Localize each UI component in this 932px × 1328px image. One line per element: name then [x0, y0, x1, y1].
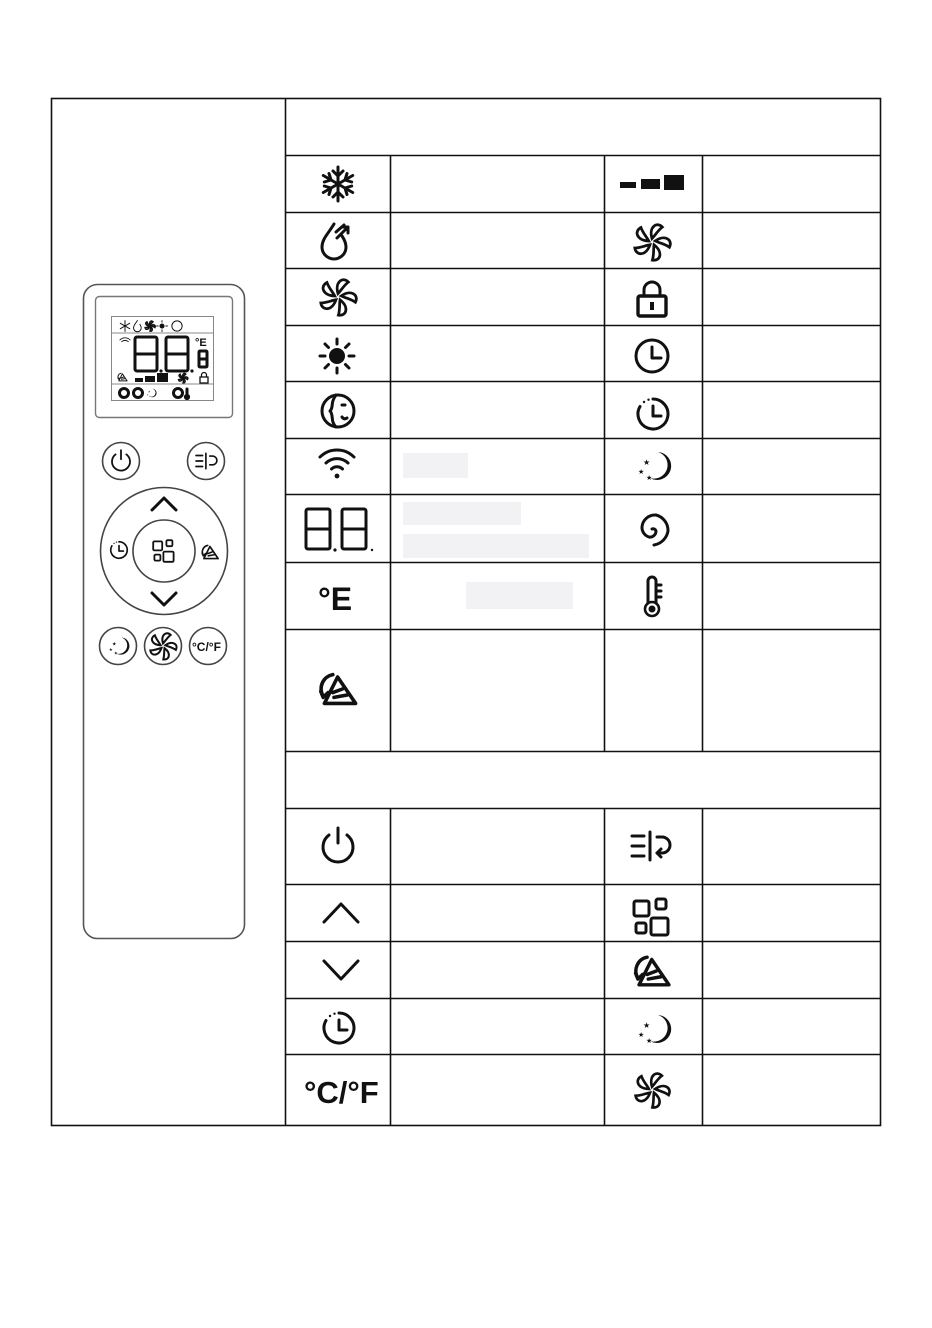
timer-icon: [638, 399, 668, 430]
lock-icon: [638, 282, 666, 316]
remote-control: [84, 285, 245, 939]
snowflake-icon: [323, 167, 352, 201]
fan-icon: [634, 225, 672, 262]
sleep-icon: [638, 1015, 671, 1045]
svg-text:°E: °E: [318, 581, 353, 617]
remote-sleep-button[interactable]: [100, 628, 137, 665]
fan-speed-bars-icon: [620, 175, 684, 190]
redaction-block: [403, 502, 521, 525]
sleep-icon: [638, 452, 671, 482]
redaction-block: [403, 534, 589, 558]
drop-icon: [322, 224, 348, 259]
timer-icon: [324, 1013, 354, 1044]
up-arrow-icon: [324, 904, 358, 922]
degree-e-icon: [318, 581, 352, 617]
turbo-icon: [642, 515, 668, 545]
thermometer-icon: [645, 577, 661, 616]
remote-power-button[interactable]: [103, 443, 140, 480]
wifi-icon: [320, 450, 354, 478]
swing-icon: [636, 957, 669, 985]
power-icon: [323, 828, 353, 862]
svg-text:°C/°F: °C/°F: [304, 1075, 379, 1110]
redaction-block: [466, 582, 573, 609]
fan-icon: [634, 1074, 670, 1110]
digits-icon: [306, 509, 373, 552]
fan-icon: [320, 280, 358, 317]
remote-cf-label: °C/°F: [192, 640, 221, 654]
swing-icon: [321, 675, 356, 704]
face-icon: [322, 395, 354, 427]
remote-degree-e: °E: [195, 337, 207, 349]
mode-icon: [634, 899, 668, 935]
swing-toggle-icon: [632, 832, 670, 860]
redaction-block: [403, 453, 468, 478]
down-arrow-icon: [324, 961, 358, 979]
clock-icon: [636, 340, 668, 372]
sun-icon: [320, 339, 354, 373]
celsius-fahrenheit-icon: [304, 1075, 379, 1110]
